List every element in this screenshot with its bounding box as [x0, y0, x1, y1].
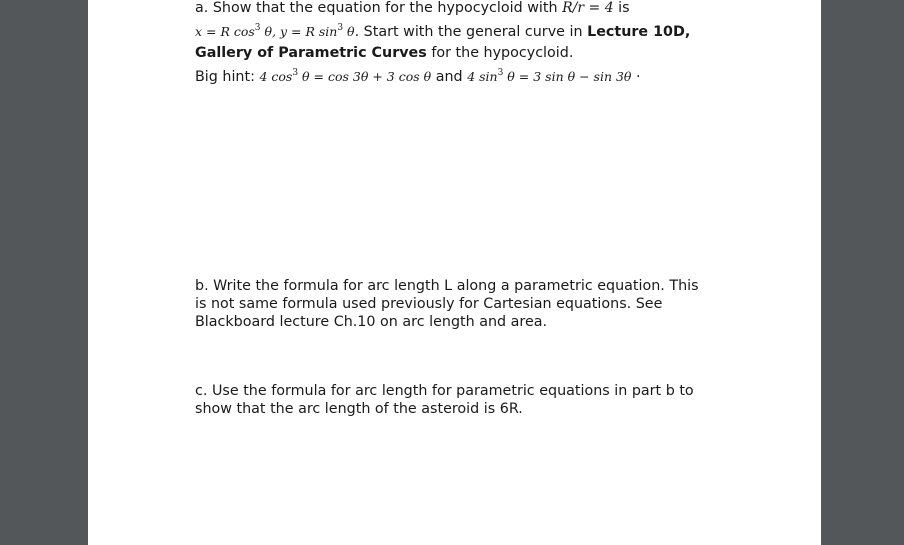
- hint-identity-sin: [467, 69, 631, 84]
- hint-cos-lhs: 4 cos: [259, 69, 293, 85]
- part-b-line-2: is not same formula used previously for Cartesian equations. See: [195, 296, 663, 312]
- hint-sin-exponent: 3: [497, 68, 504, 79]
- part-a-line-3: [195, 43, 690, 64]
- question-part-c: [195, 382, 694, 418]
- eq-theta-1: θ,: [260, 24, 280, 40]
- part-a-start-text: . Start with the general curve in: [354, 24, 588, 41]
- hint-cos-exponent: 3: [292, 68, 299, 79]
- part-b-line-3: Blackboard lecture Ch.10 on arc length and area.: [195, 314, 548, 330]
- part-c-line-2: show that the arc length of the asteroid is 6R.: [195, 401, 523, 417]
- part-a-intro: a. Show that the equation for the hypocycloid with: [195, 0, 563, 16]
- hint-cos-rhs: θ = cos 3θ + 3 cos θ: [298, 69, 432, 85]
- ratio-expression: R/r = 4: [562, 0, 614, 16]
- question-part-b: [195, 277, 699, 331]
- part-a-hypocycloid-text: for the hypocycloid.: [426, 45, 574, 62]
- hint-identity-cos: [259, 69, 431, 84]
- hint-label: Big hint:: [195, 69, 260, 86]
- eq-x-exponent: 3: [254, 23, 261, 33]
- part-b-line-1: b. Write the formula for arc length L along a parametric equation. This: [195, 278, 699, 294]
- question-part-a: [195, 0, 690, 88]
- eq-x: x = R cos: [195, 24, 255, 40]
- part-c-line-1: c. Use the formula for arc length for parametric equations in part b to: [195, 383, 694, 399]
- hint-end: ·: [631, 69, 641, 86]
- eq-y-exponent: 3: [337, 23, 344, 33]
- part-a-line-1: [195, 0, 690, 19]
- eq-theta-2: θ: [343, 24, 355, 40]
- part-a-hint-line: [195, 64, 690, 88]
- document-page: [88, 0, 821, 545]
- eq-y: y = R sin: [279, 24, 338, 40]
- hint-sin-rhs: θ = 3 sin θ − sin 3θ: [503, 69, 632, 85]
- lecture-reference: Lecture 10D,: [587, 24, 691, 41]
- part-a-is: is: [613, 0, 630, 16]
- part-a-line-2: [195, 19, 690, 43]
- parametric-equations: [195, 24, 355, 39]
- hint-and: and: [431, 69, 468, 86]
- gallery-reference: Gallery of Parametric Curves: [195, 45, 427, 62]
- hint-sin-lhs: 4 sin: [467, 69, 498, 85]
